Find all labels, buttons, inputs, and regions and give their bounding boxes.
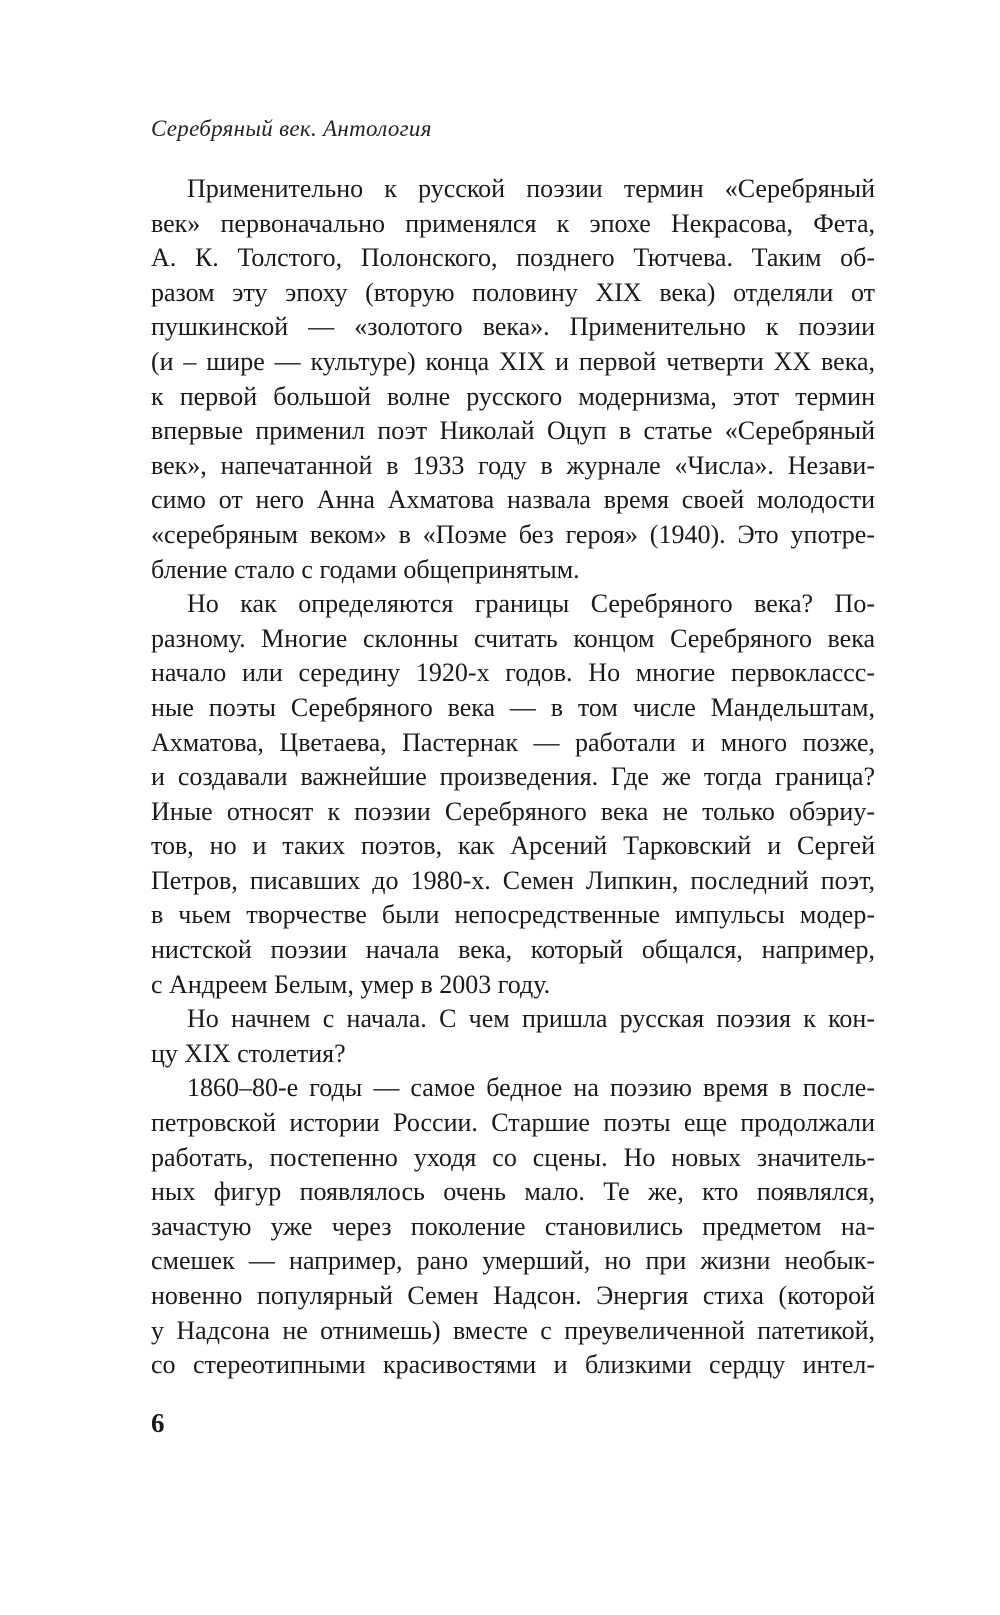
- text-line: начало или середину 1920-х годов. Но многие первоклассс-: [151, 658, 875, 688]
- text-line: век» первоначально применялся к эпохе Некрасова, Фета,: [151, 208, 875, 238]
- text-line: симо от него Анна Ахматова назвала время своей молодости: [151, 485, 875, 515]
- text-line: нистской поэзии начала века, который общался, например,: [151, 935, 875, 965]
- text-line: пушкинской — «золотого века». Применительно к поэзии: [151, 312, 875, 342]
- text-line: впервые применил поэт Николай Оцуп в статье «Серебряный: [151, 416, 875, 446]
- text-line: петровской истории России. Старшие поэты еще продолжали: [151, 1108, 875, 1138]
- text-line: век», напечатанной в 1933 году в журнале «Числа». Незави-: [151, 450, 875, 480]
- text-line: со стереотипными красивостями и близкими сердцу интел-: [151, 1350, 875, 1380]
- text-line: у Надсона не отнимешь) вместе с преувеличенной патетикой,: [151, 1315, 875, 1345]
- text-line: (и – шире — культуре) конца XIX и первой четверти XX века,: [151, 346, 875, 376]
- text-line: «серебряным веком» в «Поэме без героя» (1940). Это употре-: [151, 519, 875, 549]
- text-line: к первой большой волне русского модернизма, этот термин: [151, 381, 875, 411]
- text-line: А. К. Толстого, Полонского, позднего Тютчева. Таким об-: [151, 243, 875, 273]
- text-line: цу XIX столетия?: [151, 1038, 346, 1068]
- text-line: с Андреем Белым, умер в 2003 году.: [151, 969, 551, 999]
- text-line: Ахматова, Цветаева, Пастернак — работали и много позже,: [151, 727, 875, 757]
- text-line: смешек — например, рано умерший, но при жизни необык-: [151, 1246, 875, 1276]
- text-line: новенно популярный Семен Надсон. Энергия стиха (которой: [151, 1281, 875, 1310]
- running-head: Серебряный век. Антология: [151, 116, 432, 141]
- text-line: разом эту эпоху (вторую половину XIX века) отделяли от: [151, 277, 875, 307]
- body-text: [151, 172, 875, 1383]
- text-line: ные поэты Серебряного века — в том числе Мандельштам,: [151, 692, 875, 722]
- text-line: Применительно к русской поэзии термин «Серебряный: [187, 174, 875, 203]
- text-line: бление стало с годами общепринятым.: [151, 554, 580, 584]
- text-line: и создавали важнейшие произведения. Где же тогда граница?: [151, 762, 875, 792]
- text-line: работать, постепенно уходя со сцены. Но новых значитель-: [151, 1142, 875, 1172]
- text-line: Петров, писавших до 1980-х. Семен Липкин, последний поэт,: [151, 865, 875, 895]
- text-line: Но начнем с начала. С чем пришла русская поэзия к кон-: [187, 1004, 875, 1034]
- text-line: в чьем творчестве были непосредственные импульсы модер-: [151, 900, 875, 930]
- text-line: зачастую уже через поколение становились предметом на-: [151, 1211, 875, 1241]
- text-line: ных фигур появлялось очень мало. Те же, кто появлялся,: [151, 1177, 875, 1207]
- text-line: Но как определяются границы Серебряного века? По-: [187, 589, 875, 619]
- text-line: разному. Многие склонны считать концом Серебряного века: [151, 623, 875, 653]
- text-line: тов, но и таких поэтов, как Арсений Тарковский и Сергей: [151, 831, 875, 861]
- text-line: 1860–80-е годы — самое бедное на поэзию время в после-: [187, 1073, 875, 1103]
- page-number: 6: [151, 1408, 165, 1438]
- text-line: Иные относят к поэзии Серебряного века не только обэриу-: [151, 796, 875, 826]
